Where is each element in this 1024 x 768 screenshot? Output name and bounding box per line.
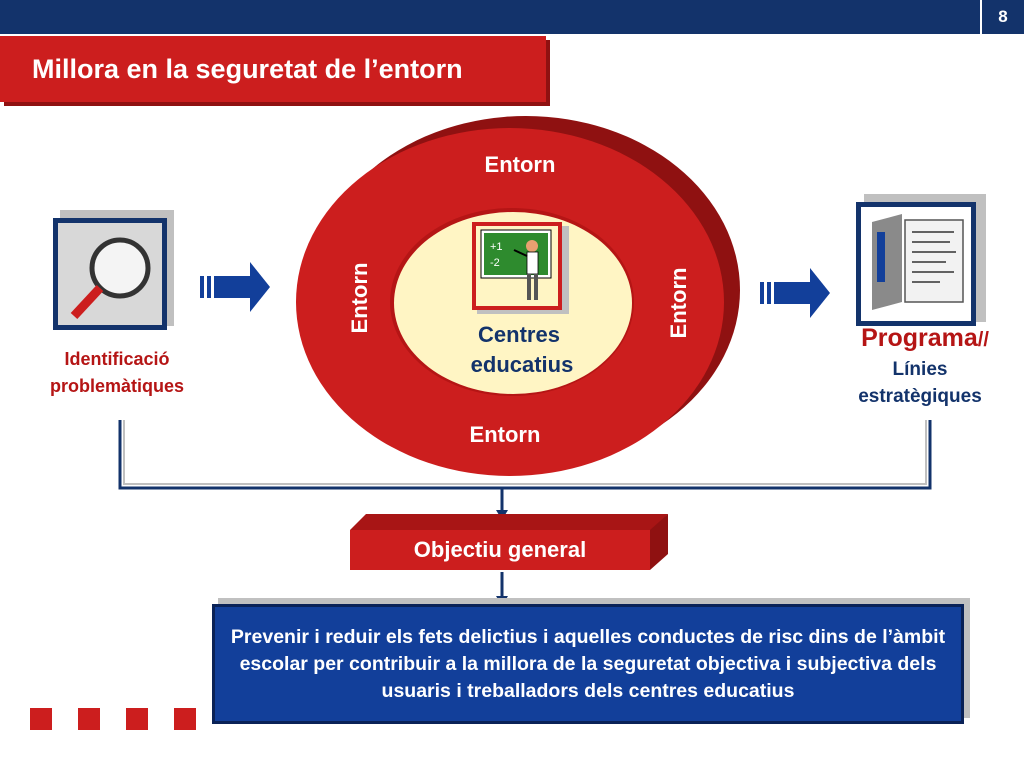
decorative-square — [174, 708, 196, 730]
programa-label — [840, 324, 1010, 353]
page-title: Millora en la seguretat de l’entorn — [32, 53, 463, 84]
identificacio-label-line1: Identificació — [64, 349, 170, 369]
decorative-square — [78, 708, 100, 730]
programa-label-slash: // — [977, 329, 989, 351]
decorative-square — [30, 708, 52, 730]
arrow-right-left — [200, 262, 270, 312]
linies-label-line1: Línies — [892, 359, 948, 380]
svg-text:+1: +1 — [490, 241, 503, 253]
teacher-blackboard-icon — [472, 222, 569, 314]
goal-text: Prevenir i reduir els fets delictius i aquelles conductes de risc dins de l’àmbit escolar per contribuir a la millora de la seguretat objectiva i subjectiva dels usuaris i treballadors dels centres educatius — [230, 625, 946, 702]
ring-label-top: Entorn — [484, 152, 556, 177]
goal-description-box — [212, 604, 964, 724]
ring-label-bottom: Entorn — [469, 422, 541, 447]
page-number: 8 — [980, 0, 1024, 34]
svg-text:-2: -2 — [490, 257, 500, 269]
linies-label-line2: estratègiques — [858, 386, 982, 407]
inner-label-line2: educatius — [470, 352, 574, 377]
document-files-icon — [856, 194, 986, 326]
linies-estrategiques-label — [840, 356, 1000, 410]
inner-label-line1: Centres — [478, 322, 560, 347]
objectiu-general-box: Objectiu general — [350, 530, 650, 570]
identificacio-label — [22, 346, 212, 400]
ring-label-left: Entorn — [347, 262, 372, 334]
programa-label-main: Programa — [861, 324, 978, 352]
magnifier-icon — [53, 210, 174, 330]
ring-label-right: Entorn — [666, 267, 691, 339]
arrow-right-right — [760, 268, 830, 318]
decorative-square — [126, 708, 148, 730]
identificacio-label-line2: problemàtiques — [49, 376, 185, 396]
objectiu-box-top-face — [350, 514, 668, 530]
